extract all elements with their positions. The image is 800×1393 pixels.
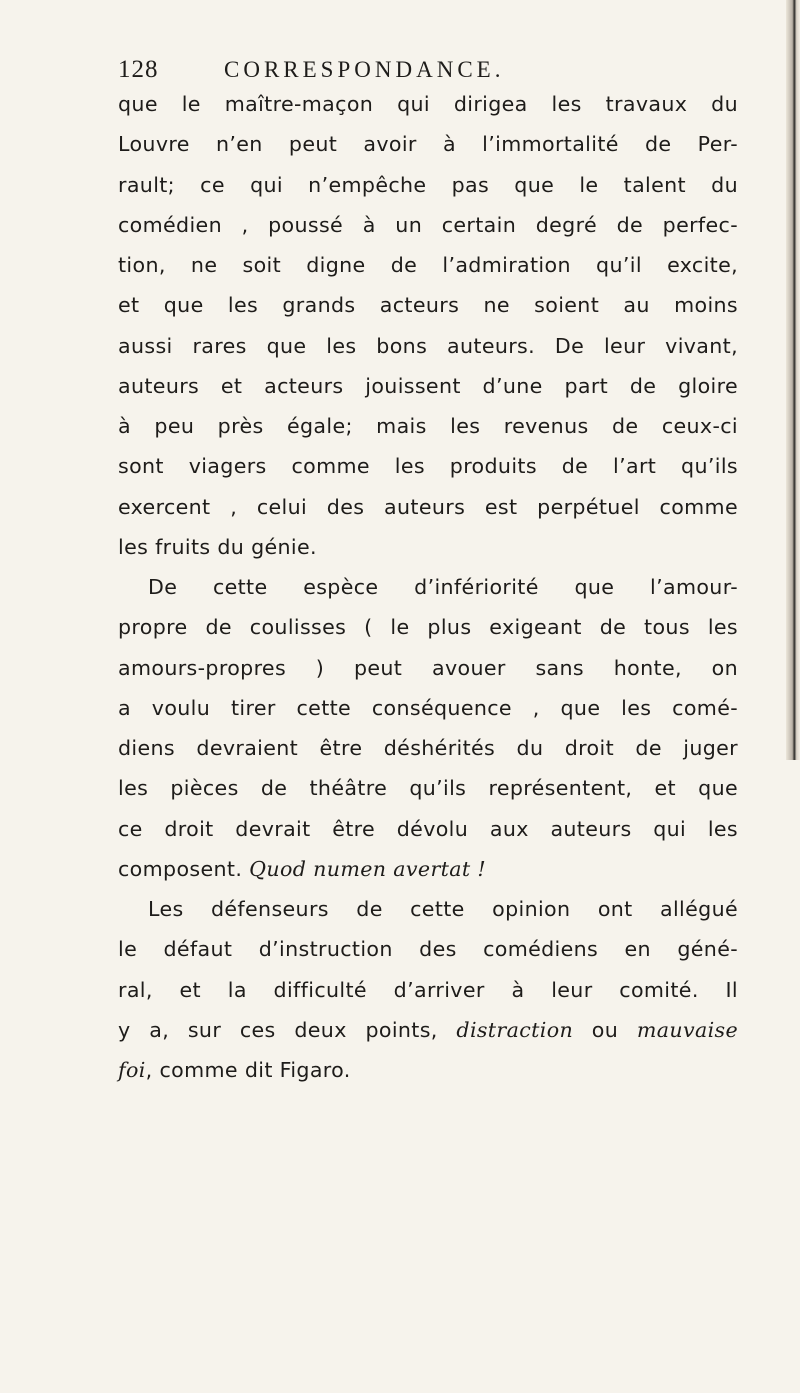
- text-line: le défaut d’instruction des comédiens en géné-: [118, 937, 738, 962]
- text-line: comédien , poussé à un certain degré de perfec-: [118, 212, 738, 237]
- text-line: De cette espèce d’infériorité que l’amour-: [148, 575, 738, 599]
- text-line: exercent , celui des auteurs est perpétuel comme: [118, 494, 738, 519]
- text-line: [118, 849, 738, 889]
- page-number: 128: [118, 56, 159, 83]
- text-line: aussi rares que les bons auteurs. De leur vivant,: [118, 333, 738, 358]
- italic-text: foi: [118, 1058, 146, 1082]
- text-run: composent.: [118, 856, 250, 881]
- italic-text: distraction: [456, 1017, 574, 1042]
- text-line: ral, et la difficulté d’arriver à leur comité. Il: [118, 977, 738, 1002]
- text-line: et que les grands acteurs ne soient au moins: [118, 293, 738, 318]
- text-line: [118, 1050, 738, 1090]
- text-line: que le maître-maçon qui dirigea les travaux du: [118, 92, 738, 116]
- italic-text: mauvaise: [636, 1017, 738, 1042]
- body-text: [118, 84, 738, 1090]
- text-line: amours-propres ) peut avouer sans honte, on: [118, 655, 738, 680]
- text-line: ce droit devrait être dévolu aux auteurs qui les: [118, 816, 738, 841]
- text-line: à peu près égale; mais les revenus de ceux-ci: [118, 414, 738, 438]
- section-title: CORRESPONDANCE.: [224, 57, 505, 82]
- text-line: a voulu tirer cette conséquence , que les comé-: [118, 695, 738, 720]
- text-run: , comme dit Figaro.: [145, 1058, 351, 1082]
- text-line: sont viagers comme les produits de l’art qu’ils: [118, 454, 738, 479]
- text-line: Les défenseurs de cette opinion ont allégué: [148, 897, 738, 921]
- text-run: y a, sur ces deux points,: [118, 1017, 457, 1042]
- text-line: diens devraient être déshérités du droit de juger: [118, 736, 738, 760]
- text-line: tion, ne soit digne de l’admiration qu’il excite,: [118, 253, 738, 277]
- italic-text: Quod numen avertat !: [249, 856, 487, 881]
- running-head: [118, 52, 678, 88]
- text-line: propre de coulisses ( le plus exigeant de tous les: [118, 615, 738, 640]
- book-spine-edge: [786, 0, 800, 760]
- text-line: les pièces de théâtre qu’ils représentent, et que: [118, 776, 738, 801]
- text-line: Louvre n’en peut avoir à l’immortalité de Per-: [118, 132, 738, 157]
- text-line: les fruits du génie.: [118, 534, 317, 559]
- text-line: rault; ce qui n’empêche pas que le talent du: [118, 172, 738, 197]
- text-run: ou: [573, 1017, 637, 1042]
- text-line: [118, 1010, 738, 1050]
- text-line: auteurs et acteurs jouissent d’une part de gloire: [118, 373, 738, 398]
